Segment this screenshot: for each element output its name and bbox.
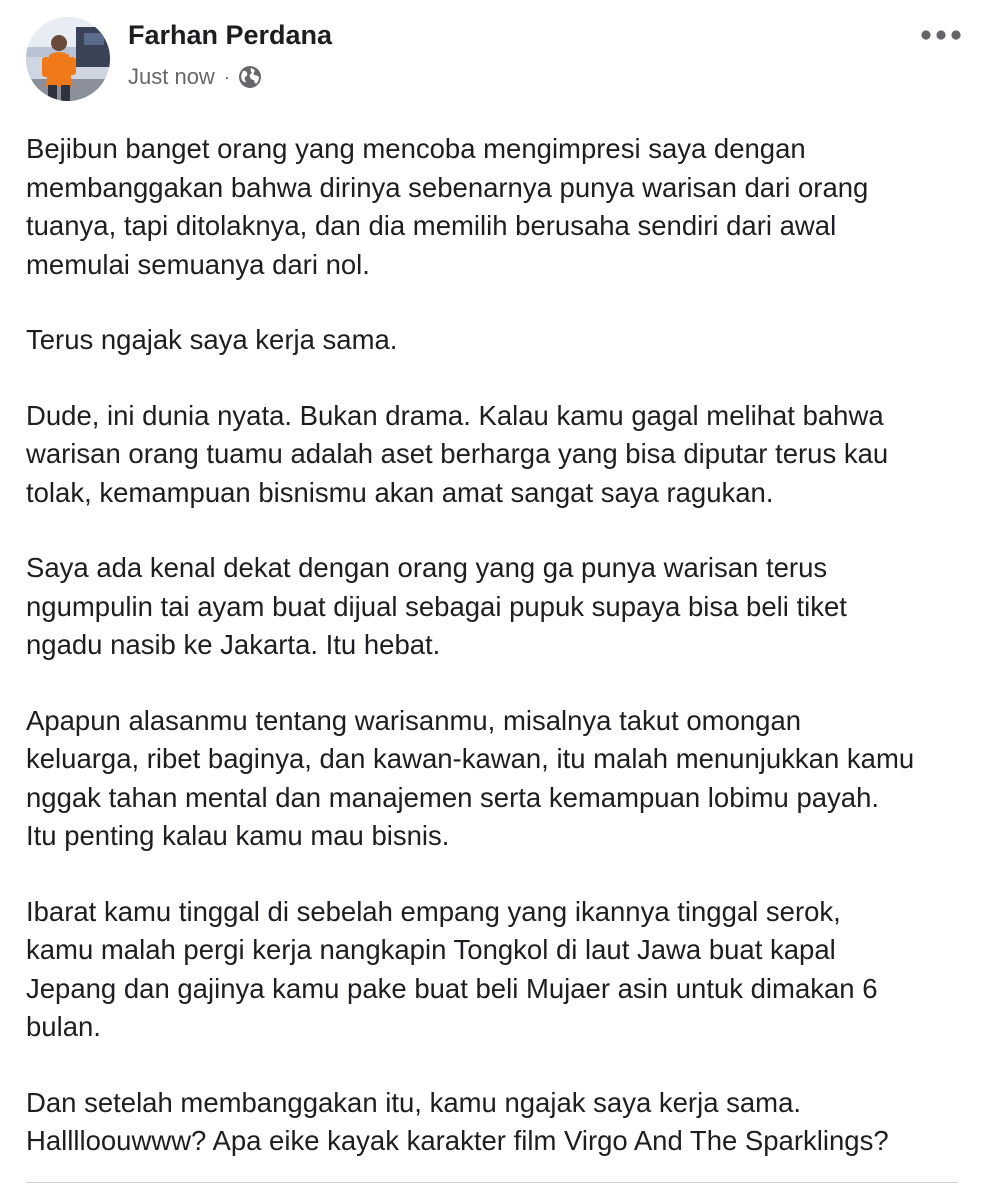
- post-meta: [128, 62, 262, 92]
- post-divider: [26, 1182, 958, 1183]
- post-paragraph: Bejibun banget orang yang mencoba mengimpresi saya dengan membanggakan bahwa dirinya sebenarnya punya warisan dari orang tuanya, tapi ditolaknya, dan dia memilih berusaha sendiri dari awal memulai semuanya dari nol.: [26, 133, 869, 280]
- post-paragraph: Saya ada kenal dekat dengan orang yang ga punya warisan terus ngumpulin tai ayam buat dijual sebagai pupuk supaya bisa beli tiket ngadu nasib ke Jakarta. Itu hebat.: [26, 552, 847, 660]
- more-horizontal-icon: [921, 30, 961, 40]
- post-body: [26, 130, 966, 1198]
- post-paragraph: Ibarat kamu tinggal di sebelah empang yang ikannya tinggal serok, kamu malah pergi kerja nangkapin Tongkol di laut Jawa buat kapal Jepang dan gajinya kamu pake buat beli Mujaer asin untuk dimakan 6 bulan.: [26, 895, 878, 1042]
- post-paragraph: Terus ngajak saya kerja sama.: [26, 324, 398, 355]
- author-name[interactable]: Farhan Perdana: [128, 20, 333, 50]
- post-paragraph: Dude, ini dunia nyata. Bukan drama. Kalau kamu gagal melihat bahwa warisan orang tuamu adalah aset berharga yang bisa diputar terus kau tolak, kemampuan bisnismu akan amat sangat saya ragukan.: [26, 399, 889, 508]
- post-paragraph: Apapun alasanmu tentang warisanmu, misalnya takut omongan keluarga, ribet baginya, dan kawan-kawan, itu malah menunjukkan kamu nggak tahan mental dan manajemen serta kemampuan lobimu payah. Itu penting kalau kamu mau bisnis.: [26, 704, 915, 851]
- post-header: [0, 0, 984, 110]
- avatar[interactable]: [26, 17, 110, 101]
- globe-icon[interactable]: [238, 65, 262, 89]
- post-paragraph: Dan setelah membanggakan itu, kamu ngajak saya kerja sama. Halllloouwww? Apa eike kayak karakter film Virgo And The Sparklings?: [26, 1086, 889, 1156]
- more-options-button[interactable]: [916, 22, 966, 48]
- meta-separator: ·: [223, 66, 230, 87]
- post-timestamp[interactable]: Just now: [128, 64, 215, 89]
- avatar-photo: [26, 17, 110, 101]
